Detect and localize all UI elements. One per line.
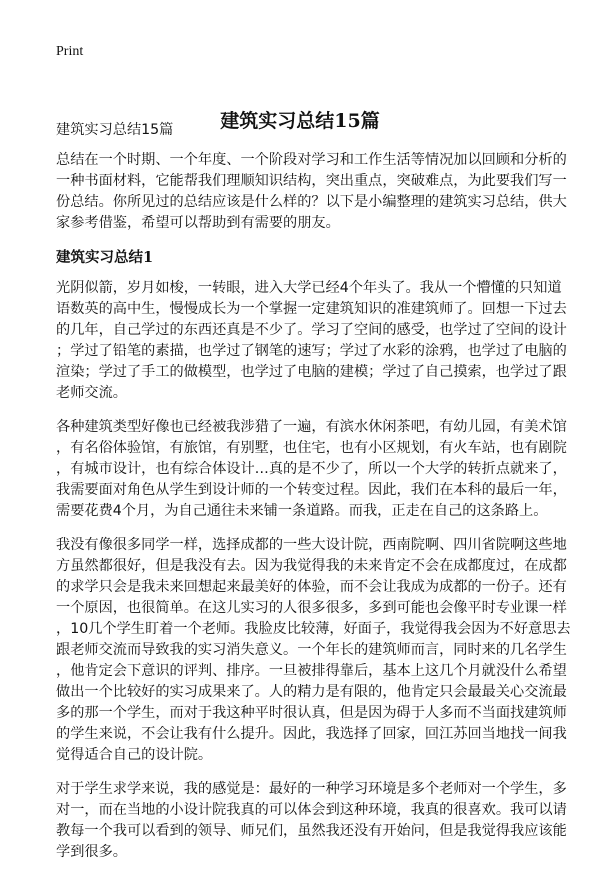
text-line: 总结在一个时期、一个年度、一个阶段对学习和工作生活等情况加以回顾和分析的 (56, 152, 567, 168)
text-line: 家参考借鉴，希望可以帮助到有需要的朋友。 (56, 215, 340, 231)
text-line: ，有名俗体验馆，有旅馆，有别墅，也住宅，也有小区规划，有火车站，也有剧院 (56, 440, 567, 456)
document-body (56, 120, 571, 876)
page-title: 建筑实习总结15篇 (220, 110, 380, 132)
text-line: 教每一个我可以看到的领导、师兄们，虽然我还没有开始问，但是我觉得我应该能 (56, 823, 567, 839)
text-line: 做出一个比较好的实习成果来了。人的精力是有限的，他肯定只会最最关心交流最 (56, 684, 567, 700)
text-line: ，10几个学生盯着一个老师。我脸皮比较薄，好面子，我觉得我会因为不好意思去 (56, 621, 571, 637)
text-line: 对于学生求学来说，我的感觉是：最好的一种学习环境是多个老师对一个学生，多 (56, 781, 567, 797)
text-line: 光阴似箭，岁月如梭，一转眼，进入大学已经4个年头了。我从一个懵懂的只知道 (56, 280, 562, 296)
text-line: 一种书面材料，它能帮我们理顺知识结构，突出重点，突破难点，为此要我们写一 (56, 173, 567, 189)
text-line: 我没有像很多同学一样，选择成都的一些大设计院，西南院啊、四川省院啊这些地 (56, 537, 567, 553)
text-line: 各种建筑类型好像也已经被我涉猎了一遍，有滨水休闲茶吧，有幼儿园，有美术馆 (56, 419, 567, 435)
body-paragraph (56, 535, 571, 766)
text-line: 跟老师交流而导致我的实习消失意义。一个年长的建筑师而言，同时来的几名学生 (56, 642, 567, 658)
text-line: 渲染；学过了手工的做模型，也学过了电脑的建模；学过了自己摸索，也学过了跟 (56, 364, 567, 380)
print-link[interactable]: Print (56, 44, 84, 59)
text-line: 方虽然都很好，但是我没有去。因为我觉得我的未来肯定不会在成都度过，在成都 (56, 558, 567, 574)
text-line: 学到很多。 (56, 844, 127, 860)
text-line: 我需要面对角色从学生到设计师的一个转变过程。因此，我们在本科的最后一年， (56, 482, 567, 498)
text-line: 一个原因，也很简单。在这儿实习的人很多很多，多到可能也会像平时专业课一样 (56, 600, 567, 616)
text-line: 觉得适合自己的设计院。 (56, 747, 213, 763)
text-line: 多的那一个学生，而对于我这种平时很认真，但是因为碍于人多而不当面找建筑师 (56, 705, 567, 721)
text-line: ，他肯定会下意识的评判、排序。一旦被排得靠后，基本上这几个月就没什么希望 (56, 663, 567, 679)
body-paragraph (56, 417, 567, 522)
text-line: 的学生来说，不会让我有什么提升。因此，我选择了回家，回江苏回当地找一间我 (56, 726, 567, 742)
text-line: 对一，而在当地的小设计院我真的可以体会到这种环境，我真的很喜欢。我可以请 (56, 802, 567, 818)
intro-paragraph (56, 150, 567, 234)
text-line: ；学过了铅笔的素描，也学过了钢笔的速写；学过了水彩的涂鸦，也学过了电脑的 (56, 343, 567, 359)
section-paragraphs (56, 278, 571, 863)
document-subtitle: 建筑实习总结15篇 (56, 122, 174, 138)
body-paragraph (56, 278, 567, 404)
body-paragraph (56, 779, 567, 863)
text-line: 语数英的高中生，慢慢成长为一个掌握一定建筑知识的准建筑师了。回想一下过去 (56, 301, 567, 317)
section-heading: 建筑实习总结1 (56, 249, 154, 266)
text-line: 份总结。你所见过的总结应该是什么样的？以下是小编整理的建筑实习总结，供大 (56, 194, 567, 210)
text-line: ，有城市设计，也有综合体设计…真的是不少了，所以一个大学的转折点就来了， (56, 461, 567, 477)
text-line: 需要花费4个月，为自己通往未来铺一条道路。而我，正走在自己的这条路上。 (56, 503, 548, 519)
text-line: 老师交流。 (56, 385, 127, 401)
text-line: 的求学只会是我未来回想起来最美好的体验，而不会让我成为成都的一份子。还有 (56, 579, 567, 595)
text-line: 的几年，自己学过的东西还真是不少了。学习了空间的感受，也学过了空间的设计 (56, 322, 567, 338)
